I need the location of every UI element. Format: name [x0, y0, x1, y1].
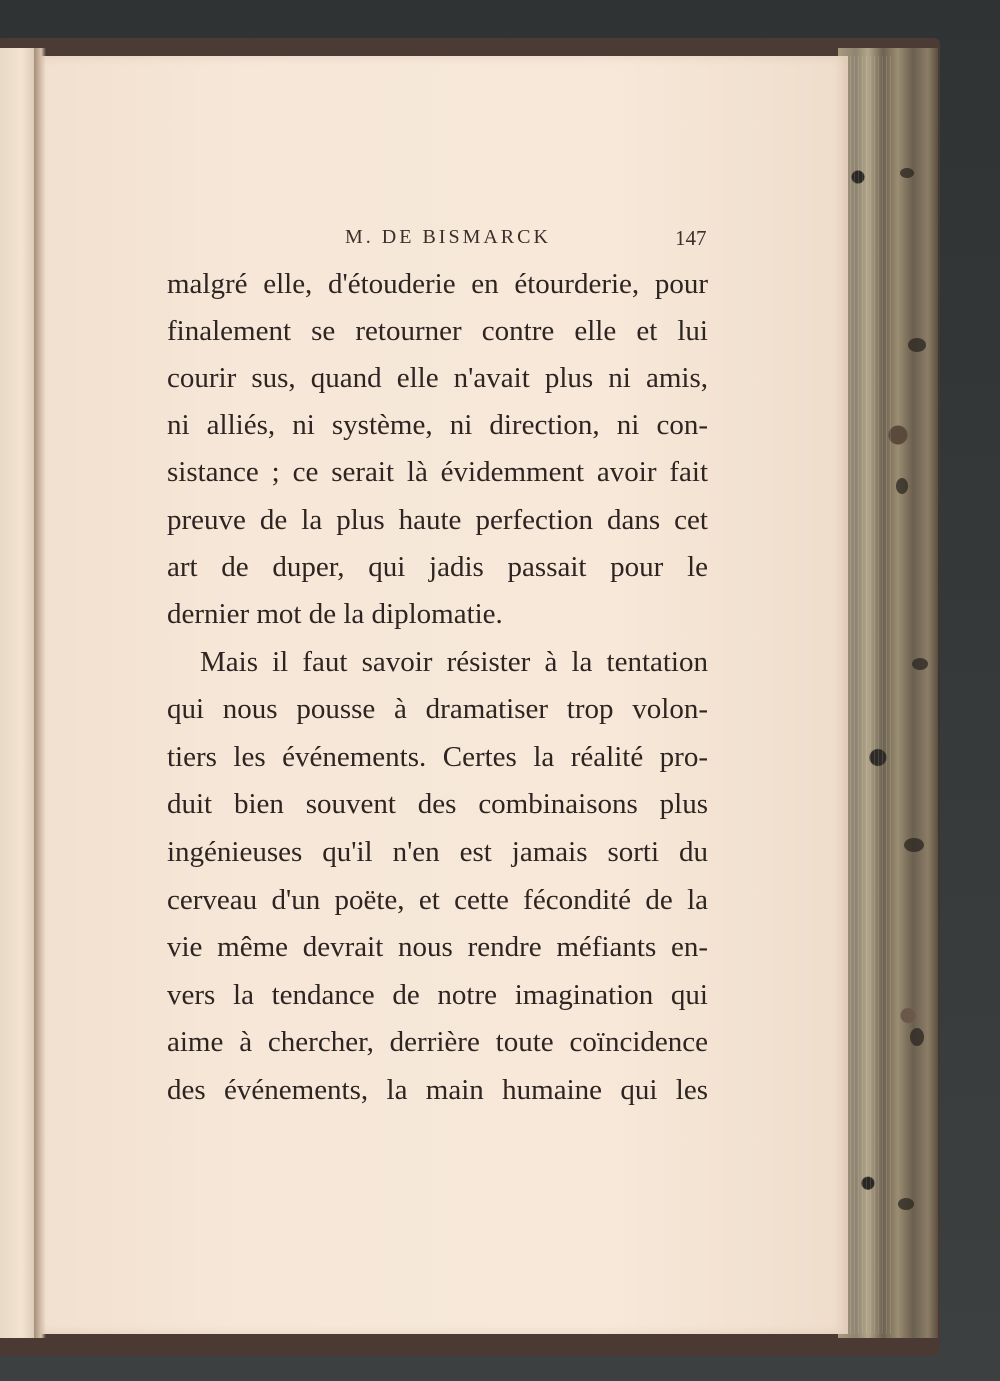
text-line: qui nous pousse à dramatiser trop volon-: [167, 693, 708, 725]
left-page-sliver: [0, 48, 37, 1338]
text-line: courir sus, quand elle n'avait plus ni amis,: [167, 362, 708, 394]
page-edge-lines: [846, 56, 894, 1334]
text-line: sistance ; ce serait là évidemment avoir fait: [167, 456, 708, 488]
speckle: [898, 1198, 914, 1210]
text-line: ni alliés, ni système, ni direction, ni con-: [167, 409, 708, 441]
speckle: [910, 1028, 924, 1046]
page-gutter: [34, 48, 46, 1338]
text-line: des événements, la main humaine qui les: [167, 1074, 708, 1106]
text-line: preuve de la plus haute perfection dans cet: [167, 504, 708, 536]
text-line: art de duper, qui jadis passait pour le: [167, 551, 708, 583]
text-line: malgré elle, d'étouderie en étourderie, pour: [167, 268, 708, 300]
text-line: cerveau d'un poëte, et cette fécondité de la: [167, 884, 708, 916]
running-head: M. DE BISMARCK: [345, 226, 551, 248]
speckle: [900, 168, 914, 178]
text-line: Mais il faut savoir résister à la tentation: [200, 646, 708, 678]
speckle: [896, 478, 908, 494]
speckle: [908, 338, 926, 352]
text-line: tiers les événements. Certes la réalité pro-: [167, 741, 708, 773]
text-line: dernier mot de la diplomatie.: [167, 598, 503, 630]
text-line: finalement se retourner contre elle et lui: [167, 315, 708, 347]
text-line: aime à chercher, derrière toute coïncidence: [167, 1026, 708, 1058]
text-line: vers la tendance de notre imagination qui: [167, 979, 708, 1011]
text-line: ingénieuses qu'il n'en est jamais sorti du: [167, 836, 708, 868]
text-line: vie même devrait nous rendre méfiants en-: [167, 931, 708, 963]
text-line: duit bien souvent des combinaisons plus: [167, 788, 708, 820]
speckle: [912, 658, 928, 670]
page-number: 147: [675, 226, 707, 250]
speckle: [904, 838, 924, 852]
